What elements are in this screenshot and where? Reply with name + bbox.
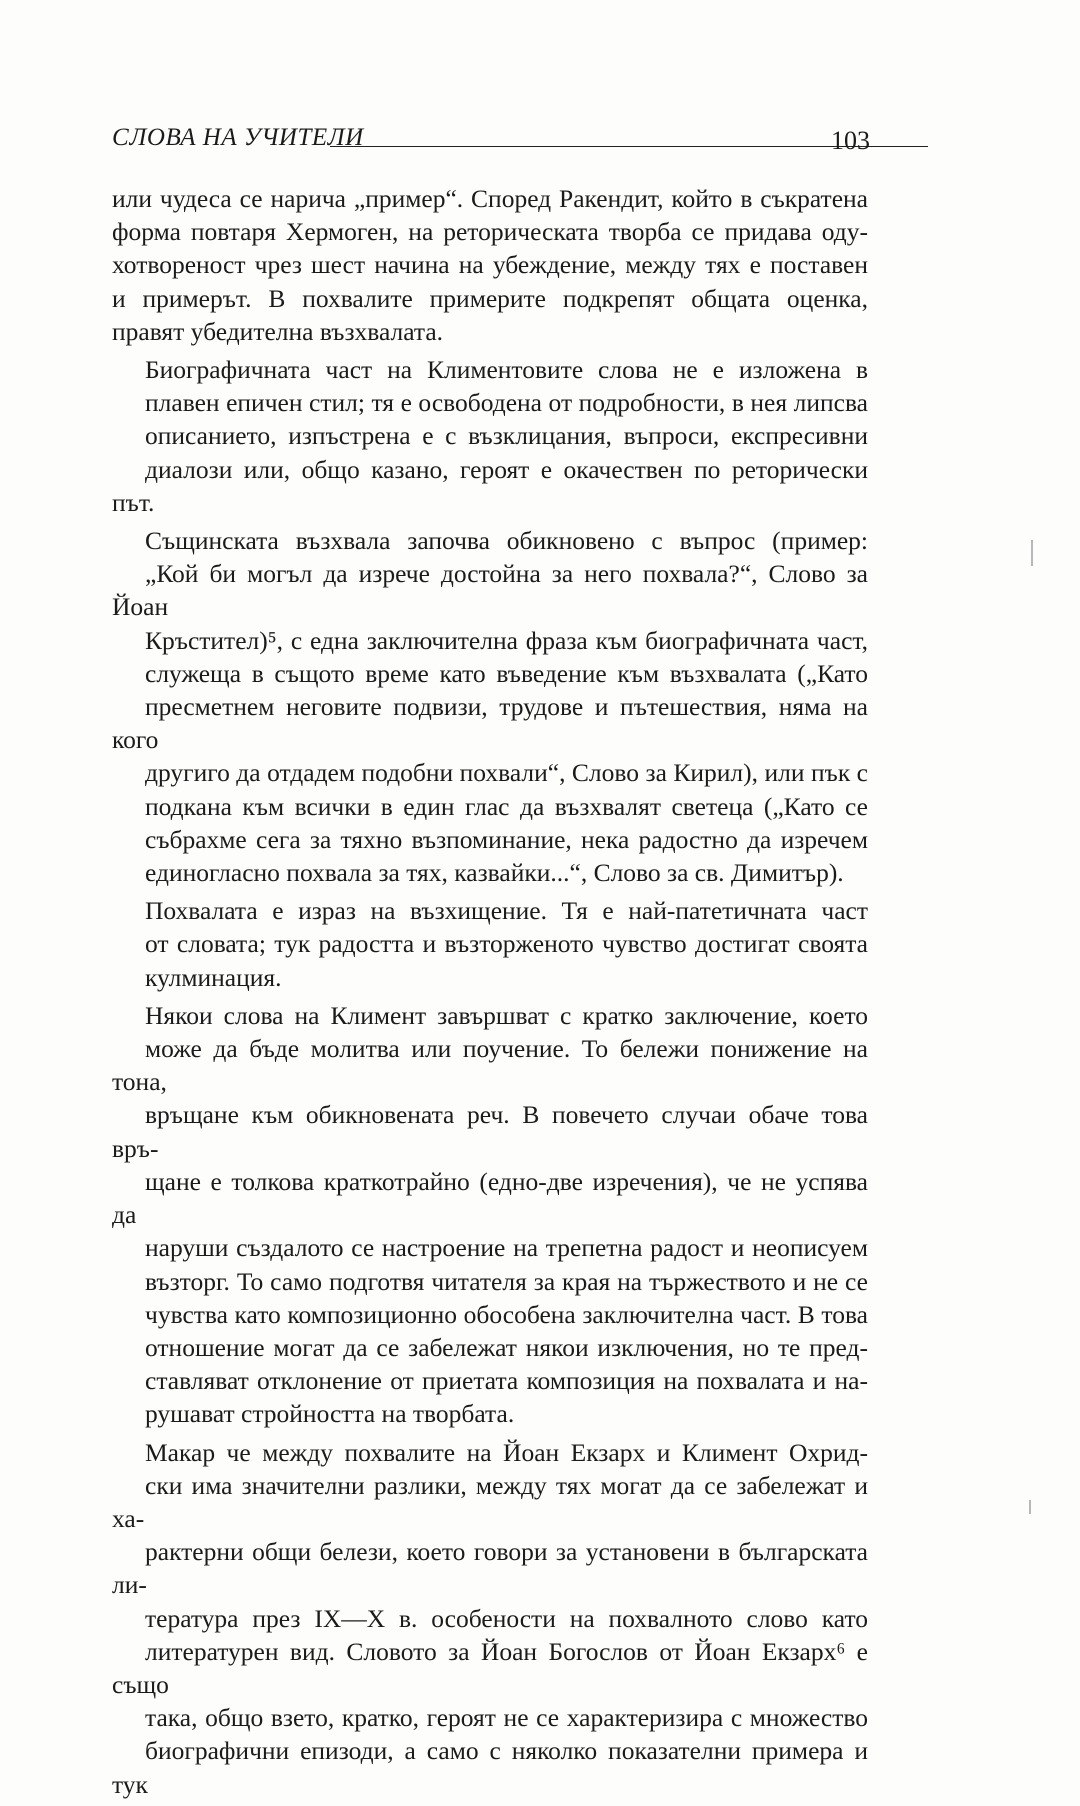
text-line: пресметнем неговите подвизи, трудове и пътешествия, няма на кого	[112, 692, 868, 755]
text-line: така, общо взето, кратко, героят не се характеризира с множество	[145, 1703, 868, 1733]
text-line: или чудеса се нарича „пример“. Според Ракендит, който в съкратена	[112, 184, 868, 213]
text-line: подкана към всички в един глас да възхвалят светеца („Като се	[145, 791, 868, 821]
text-line: може да бъде молитва или поучение. То бележи понижение на тона,	[112, 1034, 868, 1097]
text-line: Похвалата е израз на възхищение. Тя е най-патетичната част	[145, 896, 868, 926]
text-line: чувства като композиционно обособена заключителна част. В това	[145, 1299, 868, 1329]
text-line: рушават стройността на творбата.	[145, 1399, 515, 1429]
text-line: литературен вид. Словото за Йоан Богослов от Йоан Екзарх⁶ е също	[112, 1636, 868, 1699]
text-line: от словата; тук радостта и възторженото чувство достигат своята	[145, 929, 868, 959]
paragraph	[112, 182, 868, 348]
scan-artifact	[1031, 540, 1033, 566]
text-line: ставляват отклонение от приетата композиция на похвалата и на-	[145, 1366, 868, 1396]
text-line: Някои слова на Климент завършват с кратко заключение, което	[145, 1000, 868, 1030]
running-header	[112, 124, 870, 164]
body-text	[112, 182, 868, 1806]
text-line: Биографичната част на Климентовите слова не е изложена в	[145, 355, 868, 385]
text-line: кулминация.	[145, 962, 282, 992]
text-line: и примерът. В похвалите примерите подкрепят общата оценка,	[112, 283, 868, 313]
text-line: Кръстител)⁵, с една заключителна фраза към биографичната част,	[145, 625, 868, 655]
text-line: щане е толкова краткотрайно (едно-две изречения), че не успява да	[112, 1166, 868, 1230]
text-line: биографични епизоди, а само с няколко показателни примера и тук	[112, 1736, 868, 1799]
text-line: хотвореност чрез шест начина на убеждение, между тях е поставен	[112, 250, 868, 280]
text-line: наруши създалото се настроение на трепетна радост и неописуем	[145, 1233, 868, 1263]
text-line: отношение могат да се забележат някои изключения, но те пред-	[145, 1332, 868, 1362]
text-line: другиго да отдадем подобни похвали“, Слово за Кирил), или пък с	[145, 758, 868, 788]
text-line: „Кой би могъл да изрече достойна за него похвала?“, Слово за Йоан	[112, 559, 868, 622]
text-line: възторг. То само подготвя читателя за края на тържеството и не се	[145, 1266, 868, 1296]
paragraph	[112, 999, 868, 1431]
scan-artifact	[1029, 1500, 1031, 1514]
paragraph	[112, 524, 868, 889]
text-line: рактерни общи белези, което говори за установени в българската ли-	[112, 1537, 868, 1600]
text-line: единогласно похвала за тях, казвайки...“, Слово за св. Димитър).	[145, 858, 844, 888]
paragraph	[112, 1436, 868, 1801]
paragraph	[112, 353, 868, 519]
text-line: форма повтаря Хермоген, на реторическата творба се придава оду-	[112, 217, 868, 247]
text-line: ски има значителни разлики, между тях могат да се забележат и ха-	[112, 1470, 868, 1533]
text-line: описанието, изпъстрена е с възклицания, въпроси, експресивни	[145, 421, 868, 451]
running-title: СЛОВА НА УЧИТЕЛИ	[112, 124, 364, 151]
page-number: 103	[831, 126, 870, 155]
text-line: диалози или, общо казано, героят е окачествен по реторически път.	[112, 454, 868, 517]
text-line: връщане към обикновената реч. В повечето случаи обаче това връ-	[112, 1100, 868, 1163]
text-line: Същинската възхвала започва обикновено с въпрос (пример:	[145, 526, 868, 556]
text-line: Макар че между похвалите на Йоан Екзарх и Климент Охрид-	[145, 1437, 868, 1467]
text-line: плавен епичен стил; тя е освободена от подробности, в нея липсва	[145, 388, 868, 418]
text-line: правят убедителна възхвалата.	[112, 316, 444, 346]
text-line: служеща в същото време като въведение към възхвалата („Като	[145, 658, 868, 688]
paragraph	[112, 894, 868, 994]
text-line: тература през IX—X в. особености на похвалното слово като	[145, 1603, 868, 1633]
text-line: събрахме сега за тяхно възпоминание, нека радостно да изречем	[145, 824, 868, 854]
